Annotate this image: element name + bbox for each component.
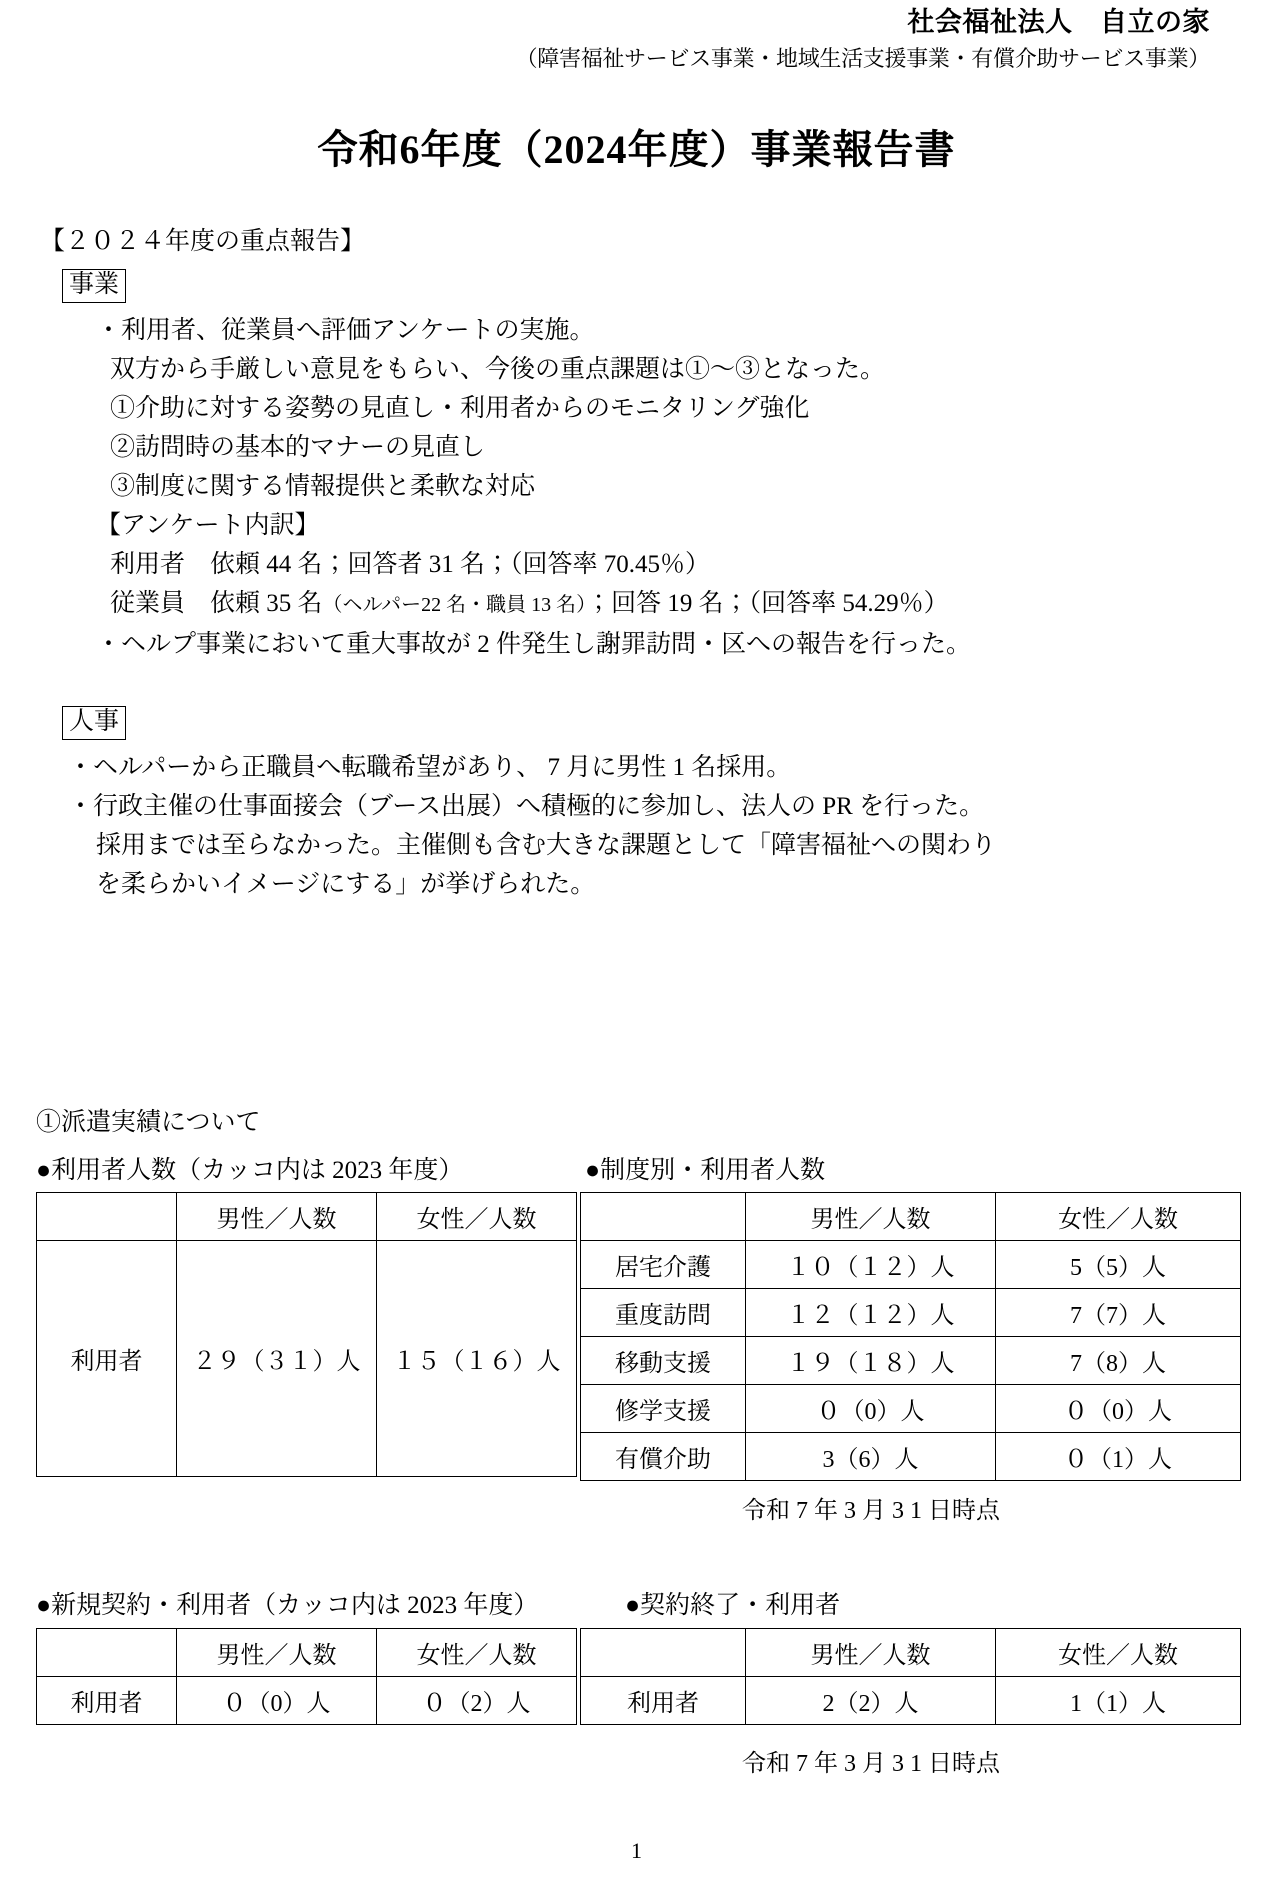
business-section-label: 事業	[62, 269, 126, 303]
ended-contract-caption: ●契約終了・利用者	[625, 1592, 841, 1619]
user-count-caption: ●利用者人数（カッコ内は 2023 年度）	[36, 1157, 464, 1184]
table-row	[581, 1289, 1241, 1337]
user-count-female-value: １５（１６）人	[377, 1241, 577, 1477]
table-row	[581, 1241, 1241, 1289]
table-row	[37, 1241, 577, 1477]
ended-contract-col-male: 男性／人数	[746, 1629, 996, 1677]
ended-contract-male-value: 2（2）人	[746, 1677, 996, 1725]
by-service-female-value: 7（7）人	[996, 1289, 1241, 1337]
organization-name: 社会福祉法人 自立の家	[907, 7, 1210, 37]
new-contract-row-label: 利用者	[37, 1677, 177, 1725]
by-service-male-value: １２（１２）人	[746, 1289, 996, 1337]
hr-bullet-2-line1: ・行政主催の仕事面接会（ブース出展）へ積極的に参加し、法人の PR を行った。	[68, 793, 985, 820]
new-contract-col-female: 女性／人数	[377, 1629, 577, 1677]
by-service-female-value: ０（0）人	[996, 1385, 1241, 1433]
new-contract-col-male: 男性／人数	[177, 1629, 377, 1677]
by-service-col-female: 女性／人数	[996, 1193, 1241, 1241]
survey-result-line: 双方から手厳しい意見をもらい、今後の重点課題は①～③となった。	[110, 356, 886, 383]
hr-section-label: 人事	[62, 706, 126, 740]
ended-contract-col-female: 女性／人数	[996, 1629, 1241, 1677]
by-service-row-label: 重度訪問	[581, 1289, 746, 1337]
user-count-corner-cell	[37, 1193, 177, 1241]
ended-contract-female-value: 1（1）人	[996, 1677, 1241, 1725]
organization-subtitle: （障害福祉サービス事業・地域生活支援事業・有償介助サービス事業）	[515, 45, 1210, 71]
priority-item-2: ②訪問時の基本的マナーの見直し	[110, 434, 486, 461]
by-service-row-label: 移動支援	[581, 1337, 746, 1385]
hr-bullet-1: ・ヘルパーから正職員へ転職希望があり、 7 月に男性 1 名採用。	[68, 754, 792, 781]
ended-contract-corner-cell	[581, 1629, 746, 1677]
by-service-table	[580, 1192, 1241, 1481]
survey-staff-line	[40, 584, 1240, 625]
table-header-row	[581, 1193, 1241, 1241]
user-count-row-label: 利用者	[37, 1241, 177, 1477]
hr-bullet-2-line2: 採用までは至らなかった。主催側も含む大きな課題として「障害福祉への関わり	[96, 832, 997, 859]
document-title: 令和6年度（2024年度）事業報告書	[317, 127, 956, 172]
bullet-incident: ・ヘルプ事業において重大事故が 2 件発生し謝罪訪問・区への報告を行った。	[96, 631, 972, 658]
by-service-caption: ●制度別・利用者人数	[585, 1157, 826, 1184]
page-number: 1	[631, 1838, 642, 1863]
user-count-col-female: 女性／人数	[377, 1193, 577, 1241]
new-contract-female-value: ０（2）人	[377, 1677, 577, 1725]
by-service-male-value: ０（0）人	[746, 1385, 996, 1433]
contract-date-note: 令和 7 年 3 月 3 1 日時点	[742, 1751, 1000, 1777]
by-service-corner-cell	[581, 1193, 746, 1241]
priority-item-1: ①介助に対する姿勢の見直し・利用者からのモニタリング強化	[110, 395, 810, 422]
by-service-female-value: 7（8）人	[996, 1337, 1241, 1385]
hr-label-wrap	[40, 706, 1240, 740]
ended-contract-row-label: 利用者	[581, 1677, 746, 1725]
table-row	[581, 1385, 1241, 1433]
survey-staff-prefix: 従業員 依頼 35 名	[110, 590, 323, 617]
user-count-col-male: 男性／人数	[177, 1193, 377, 1241]
survey-staff-suffix: ；回答 19 名；（回答率 54.29％）	[586, 590, 949, 617]
by-service-female-value: ０（1）人	[996, 1433, 1241, 1481]
report-body	[40, 222, 1240, 904]
table-row	[581, 1677, 1241, 1725]
highlights-section-title: 【２０２４年度の重点報告】	[40, 228, 366, 255]
by-service-female-value: 5（5）人	[996, 1241, 1241, 1289]
new-contract-table	[36, 1628, 577, 1725]
organization-header	[0, 6, 1210, 73]
dispatch-section-heading: ①派遣実績について	[36, 1109, 261, 1136]
by-service-col-male: 男性／人数	[746, 1193, 996, 1241]
table-header-row	[581, 1629, 1241, 1677]
table-row	[37, 1677, 577, 1725]
survey-breakdown-title: 【アンケート内訳】	[96, 512, 320, 539]
by-service-row-label: 修学支援	[581, 1385, 746, 1433]
by-service-male-value: １０（１２）人	[746, 1241, 996, 1289]
table-header-row	[37, 1193, 577, 1241]
business-label-wrap	[40, 269, 1240, 303]
ended-contract-table	[580, 1628, 1241, 1725]
survey-users-line: 利用者 依頼 44 名；回答者 31 名；（回答率 70.45％）	[110, 551, 711, 578]
table-row	[581, 1337, 1241, 1385]
new-contract-caption: ●新規契約・利用者（カッコ内は 2023 年度）	[36, 1592, 539, 1619]
by-service-row-label: 有償介助	[581, 1433, 746, 1481]
new-contract-male-value: ０（0）人	[177, 1677, 377, 1725]
user-count-table	[36, 1192, 577, 1477]
user-count-male-value: ２９（３１）人	[177, 1241, 377, 1477]
survey-staff-paren: （ヘルパー22 名・職員 13 名）	[322, 594, 587, 616]
by-service-male-value: １９（１８）人	[746, 1337, 996, 1385]
by-service-row-label: 居宅介護	[581, 1241, 746, 1289]
dispatch-date-note: 令和 7 年 3 月 3 1 日時点	[742, 1498, 1000, 1524]
bullet-survey: ・利用者、従業員へ評価アンケートの実施。	[96, 317, 595, 344]
by-service-male-value: 3（6）人	[746, 1433, 996, 1481]
table-row	[581, 1433, 1241, 1481]
new-contract-corner-cell	[37, 1629, 177, 1677]
hr-bullet-2-line3: を柔らかいイメージにする」が挙げられた。	[96, 871, 596, 898]
priority-item-3: ③制度に関する情報提供と柔軟な対応	[110, 473, 536, 500]
table-header-row	[37, 1629, 577, 1677]
